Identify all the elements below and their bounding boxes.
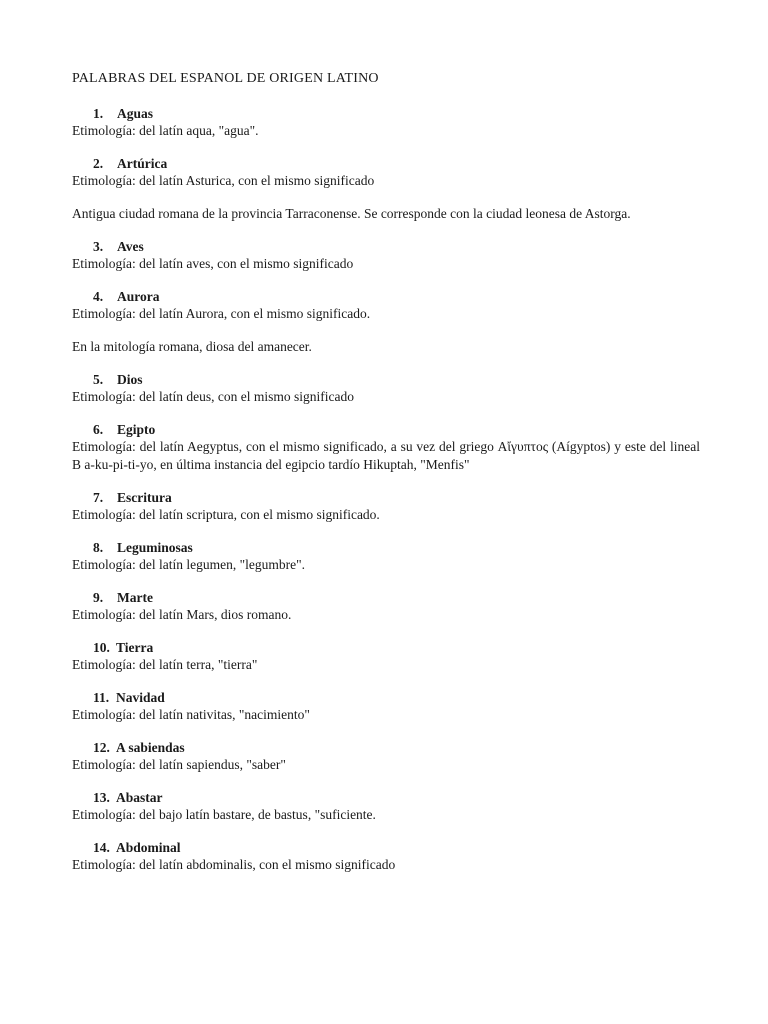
entry-9	[72, 589, 700, 624]
entry-word: Marte	[117, 590, 153, 605]
entry-3	[72, 238, 700, 273]
entry-heading	[72, 288, 700, 305]
entry-12	[72, 739, 700, 774]
entry-heading	[72, 589, 700, 606]
entry-heading	[72, 739, 700, 756]
entry-heading	[72, 105, 700, 122]
entry-heading	[72, 789, 700, 806]
entry-word: Aguas	[117, 106, 154, 121]
entry-etymology: Etimología: del latín aves, con el mismo significado	[72, 256, 354, 271]
entry-etymology: Etimología: del latín deus, con el mismo significado	[72, 389, 354, 404]
entry-word: Tierra	[116, 640, 154, 655]
entry-number: 13.	[93, 790, 110, 805]
entry-13	[72, 789, 700, 824]
entry-2	[72, 155, 700, 223]
entry-14	[72, 839, 700, 874]
entry-number: 12.	[93, 740, 110, 755]
entry-etymology: Etimología: del latín abdominalis, con el mismo significado	[72, 857, 396, 872]
entry-etymology: Etimología: del latín terra, "tierra"	[72, 657, 258, 672]
entry-word: Escritura	[117, 490, 172, 505]
entry-8	[72, 539, 700, 574]
entry-11	[72, 689, 700, 724]
entry-heading	[72, 371, 700, 388]
entry-heading	[72, 639, 700, 656]
entry-heading	[72, 839, 700, 856]
entry-word: Aurora	[117, 289, 160, 304]
entry-number: 8.	[93, 540, 104, 555]
entry-etymology: Etimología: del latín aqua, "agua".	[72, 123, 259, 138]
entry-heading	[72, 155, 700, 172]
document-title: PALABRAS DEL ESPANOL DE ORIGEN LATINO	[72, 71, 379, 86]
entry-word: Egipto	[117, 422, 156, 437]
entry-word: Navidad	[116, 690, 165, 705]
entry-heading	[72, 421, 700, 438]
entry-number: 5.	[93, 372, 104, 387]
entry-heading	[72, 489, 700, 506]
entry-word: Artúrica	[117, 156, 168, 171]
entry-etymology: Etimología: del latín Asturica, con el mismo significado	[72, 173, 375, 188]
entry-number: 14.	[93, 840, 110, 855]
entry-etymology: Etimología: del latín nativitas, "nacimiento"	[72, 707, 310, 722]
entry-5	[72, 371, 700, 406]
entry-number: 3.	[93, 239, 104, 254]
entry-10	[72, 639, 700, 674]
entry-heading	[72, 539, 700, 556]
entry-word: Abastar	[116, 790, 163, 805]
entry-6	[72, 421, 700, 474]
entry-word: Leguminosas	[117, 540, 193, 555]
entry-etymology: Etimología: del bajo latín bastare, de bastus, "suficiente.	[72, 807, 376, 822]
entry-word: Aves	[117, 239, 144, 254]
entry-etymology: Etimología: del latín Mars, dios romano.	[72, 607, 292, 622]
entry-number: 9.	[93, 590, 104, 605]
entry-number: 4.	[93, 289, 104, 304]
entry-heading	[72, 238, 700, 255]
entry-number: 6.	[93, 422, 104, 437]
entry-heading	[72, 689, 700, 706]
entry-number: 7.	[93, 490, 104, 505]
entry-number: 2.	[93, 156, 104, 171]
entry-7	[72, 489, 700, 524]
entry-number: 1.	[93, 106, 104, 121]
entry-number: 10.	[93, 640, 110, 655]
entry-etymology: Etimología: del latín Aegyptus, con el mismo significado, a su vez del griego Αἴγυπτος (Aígyptos) y este del lineal B a-ku-pi-ti-yo, en última instancia del egipcio tardío Hikuptah, "Menfis"	[72, 439, 700, 472]
entry-etymology: Etimología: del latín sapiendus, "saber"	[72, 757, 286, 772]
entry-etymology: Etimología: del latín Aurora, con el mismo significado.	[72, 306, 371, 321]
entry-word: Dios	[117, 372, 143, 387]
entry-etymology: Etimología: del latín legumen, "legumbre".	[72, 557, 305, 572]
document-page	[72, 70, 700, 889]
entry-note: En la mitología romana, diosa del amanecer.	[72, 339, 312, 354]
entry-note: Antigua ciudad romana de la provincia Tarraconense. Se corresponde con la ciudad leonesa de Astorga.	[72, 206, 631, 221]
entry-word: A sabiendas	[116, 740, 185, 755]
entry-4	[72, 288, 700, 356]
entry-etymology: Etimología: del latín scriptura, con el mismo significado.	[72, 507, 380, 522]
entry-word: Abdominal	[116, 840, 181, 855]
entry-1	[72, 105, 700, 140]
entry-number: 11.	[93, 690, 110, 705]
